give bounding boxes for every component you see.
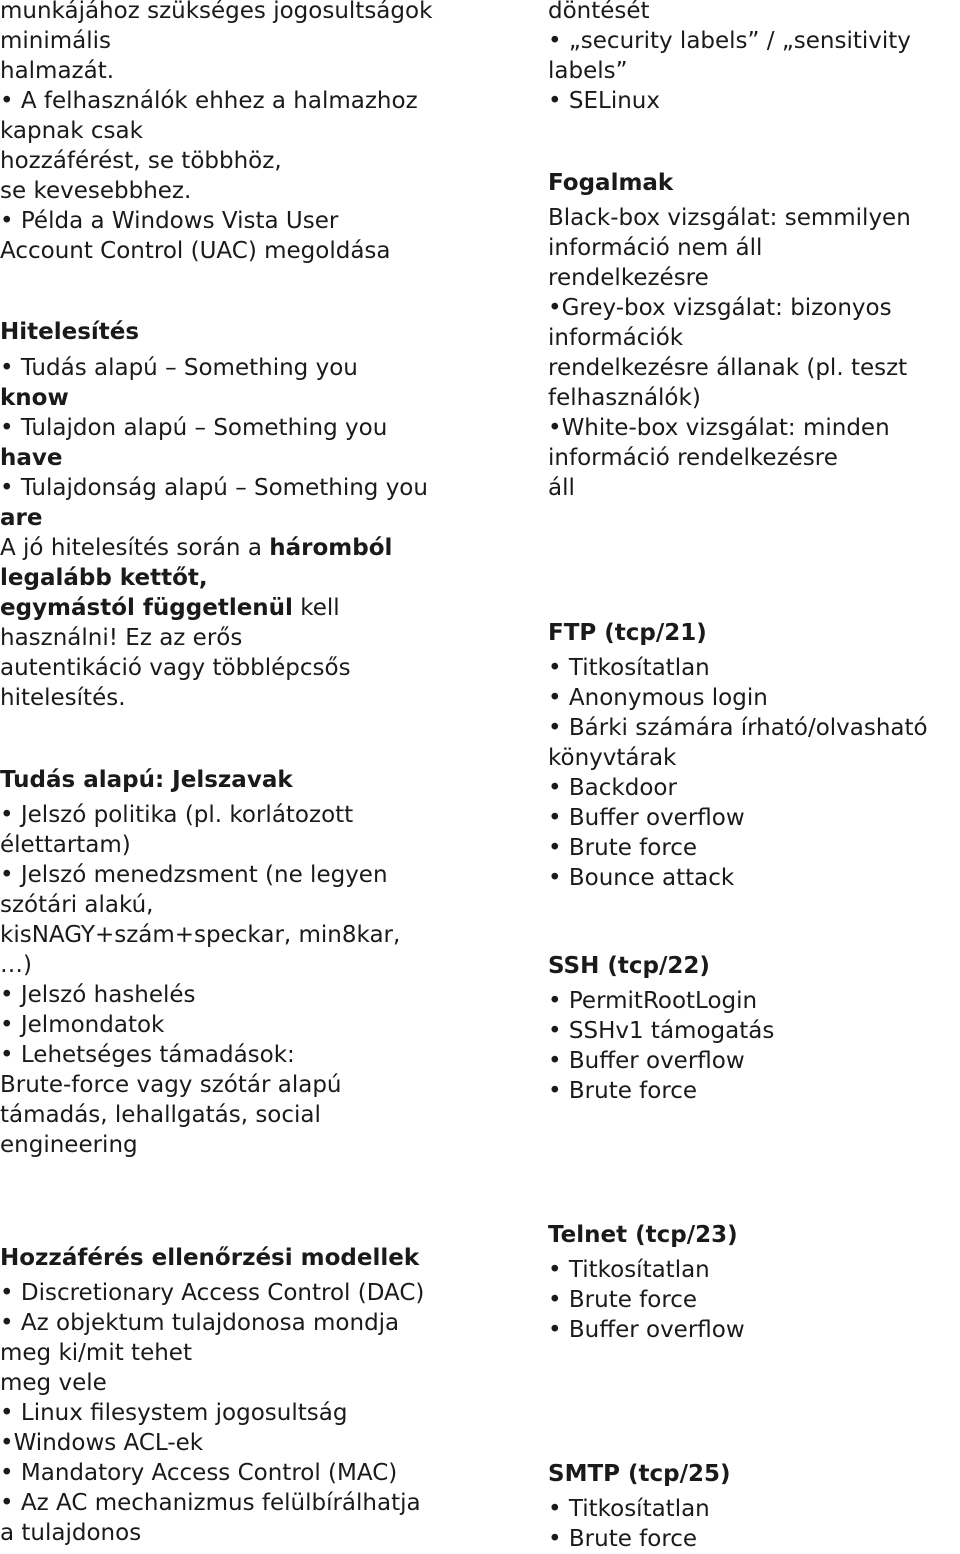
access-line: • Linux filesystem jogosultság <box>0 1400 348 1426</box>
concepts-line: •Grey-box vizsgálat: bizonyos <box>548 295 892 321</box>
ftp-line: • Anonymous login <box>548 685 768 711</box>
auth-note <box>0 533 392 563</box>
ftp-line: • Brute force <box>548 835 698 861</box>
passwords-line: engineering <box>0 1132 138 1158</box>
auth-item-bold: know <box>0 385 69 411</box>
smtp-line: • Brute force <box>548 1526 698 1552</box>
intro-bullet: • Példa a Windows Vista User <box>0 208 339 234</box>
access-heading: Hozzáférés ellenőrzési modellek <box>0 1245 420 1271</box>
passwords-line: Brute-force vagy szótár alapú <box>0 1072 342 1098</box>
concepts-heading: Fogalmak <box>548 170 674 196</box>
passwords-line: támadás, lehallgatás, social <box>0 1102 321 1128</box>
intro-line: minimális <box>0 28 112 54</box>
access-line: meg ki/mit tehet <box>0 1340 192 1366</box>
passwords-line: • Lehetséges támadások: <box>0 1042 295 1068</box>
auth-note: autentikáció vagy többlépcsős <box>0 655 351 681</box>
telnet-heading: Telnet (tcp/23) <box>548 1222 738 1248</box>
smtp-heading: SMTP (tcp/25) <box>548 1461 731 1487</box>
ftp-line: • Buffer overflow <box>548 805 745 831</box>
concepts-line: •White-box vizsgálat: minden <box>548 415 890 441</box>
intro-bullet: hozzáférést, se többhöz, <box>0 148 282 174</box>
passwords-line: • Jelszó menedzsment (ne legyen <box>0 862 388 888</box>
intro-bullet: se kevesebbhez. <box>0 178 192 204</box>
auth-note-text: A jó hitelesítés során a <box>0 535 270 561</box>
auth-item: • Tudás alapú – Something you <box>0 355 358 381</box>
ssh-line: • PermitRootLogin <box>548 988 758 1014</box>
top-line: labels” <box>548 58 628 84</box>
access-line: • Mandatory Access Control (MAC) <box>0 1460 398 1486</box>
auth-item-bold: have <box>0 445 63 471</box>
ftp-line: • Bounce attack <box>548 865 735 891</box>
intro-bullet: • A felhasználók ehhez a halmazhoz <box>0 88 418 114</box>
smtp-line: • Titkosítatlan <box>548 1496 710 1522</box>
passwords-line: • Jelszó hashelés <box>0 982 196 1008</box>
telnet-line: • Buffer overflow <box>548 1317 745 1343</box>
access-line: meg vele <box>0 1370 107 1396</box>
auth-heading: Hitelesítés <box>0 319 140 345</box>
access-line: • Az objektum tulajdonosa mondja <box>0 1310 400 1336</box>
ftp-line: • Bárki számára írható/olvasható <box>548 715 928 741</box>
ftp-line: • Titkosítatlan <box>548 655 710 681</box>
concepts-line: felhasználók) <box>548 385 701 411</box>
telnet-line: • Titkosítatlan <box>548 1257 710 1283</box>
intro-line: munkájához szükséges jogosultságok <box>0 0 433 24</box>
access-line: • Discretionary Access Control (DAC) <box>0 1280 425 1306</box>
ssh-line: • Brute force <box>548 1078 698 1104</box>
ssh-line: • SSHv1 támogatás <box>548 1018 775 1044</box>
access-line: • Az AC mechanizmus felülbírálhatja <box>0 1490 421 1516</box>
telnet-line: • Brute force <box>548 1287 698 1313</box>
auth-item-bold: are <box>0 505 43 531</box>
top-line: • „security labels” / „sensitivity <box>548 28 911 54</box>
auth-note-bold: háromból <box>269 535 393 561</box>
intro-bullet: kapnak csak <box>0 118 143 144</box>
intro-bullet: Account Control (UAC) megoldása <box>0 238 391 264</box>
concepts-line: rendelkezésre állanak (pl. teszt <box>548 355 908 381</box>
passwords-line: • Jelmondatok <box>0 1012 165 1038</box>
auth-note-bold: egymástól függetlenül <box>0 595 293 621</box>
concepts-line: információk <box>548 325 684 351</box>
passwords-line: élettartam) <box>0 832 131 858</box>
concepts-line: Black-box vizsgálat: semmilyen <box>548 205 911 231</box>
auth-note: hitelesítés. <box>0 685 126 711</box>
auth-note-bold: legalább kettőt, <box>0 565 208 591</box>
passwords-line: • Jelszó politika (pl. korlátozott <box>0 802 354 828</box>
top-line: döntését <box>548 0 650 24</box>
auth-item: • Tulajdonság alapú – Something you <box>0 475 428 501</box>
passwords-line: kisNAGY+szám+speckar, min8kar, <box>0 922 401 948</box>
auth-note-text: kell <box>292 595 340 621</box>
auth-note: használni! Ez az erős <box>0 625 243 651</box>
ftp-line: könyvtárak <box>548 745 677 771</box>
auth-item: • Tulajdon alapú – Something you <box>0 415 388 441</box>
concepts-line: áll <box>548 475 575 501</box>
concepts-line: rendelkezésre <box>548 265 709 291</box>
top-line: • SELinux <box>548 88 660 114</box>
access-line: a tulajdonos <box>0 1520 142 1546</box>
passwords-line: …) <box>0 952 32 978</box>
auth-note <box>0 593 340 623</box>
ftp-line: • Backdoor <box>548 775 677 801</box>
concepts-line: információ rendelkezésre <box>548 445 838 471</box>
passwords-line: szótári alakú, <box>0 892 154 918</box>
access-line: •Windows ACL-ek <box>0 1430 204 1456</box>
ftp-heading: FTP (tcp/21) <box>548 620 707 646</box>
passwords-heading: Tudás alapú: Jelszavak <box>0 767 293 793</box>
ssh-heading: SSH (tcp/22) <box>548 953 710 979</box>
intro-line: halmazát. <box>0 58 115 84</box>
concepts-line: információ nem áll <box>548 235 763 261</box>
ssh-line: • Buffer overflow <box>548 1048 745 1074</box>
